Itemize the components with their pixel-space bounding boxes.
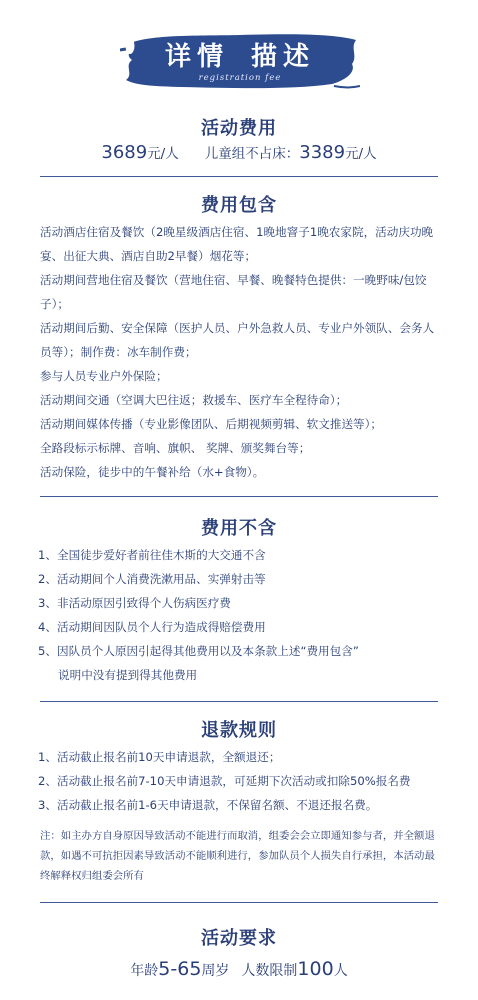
- child-price: 3389: [299, 142, 346, 163]
- adult-price: 3689: [101, 142, 148, 163]
- child-price-unit: 元/人: [345, 146, 377, 162]
- fee-heading: 活动费用: [201, 118, 277, 139]
- age-label: 年龄: [130, 963, 159, 979]
- divider: [40, 176, 438, 177]
- age-unit: 周岁: [201, 963, 230, 979]
- refund-note: 注：如主办方自身原因导致活动不能进行而取消，组委会会立即通知参与者，并全额退款，如遇不可抗拒因素导致活动不能顺利进行，参加队员个人损失自行承担，本活动最终解释权归组委会所有: [40, 830, 435, 882]
- refund-item: 2、活动截止报名前7-10天申请退款，可延期下次活动或扣除50%报名费: [38, 774, 411, 788]
- included-item: 活动期间营地住宿及餐饮（营地住宿、早餐、晚餐特色提供：一晚野味/包饺子）；: [40, 273, 427, 311]
- limit-value: 100: [297, 958, 334, 980]
- included-heading: 费用包含: [201, 195, 277, 216]
- banner-title-right: 描述: [251, 42, 316, 72]
- divider: [40, 902, 438, 903]
- adult-price-unit: 元/人: [147, 146, 179, 162]
- refund-item: 1、活动截止报名前10天申请退款，全额退还；: [38, 750, 281, 764]
- included-item: 活动期间交通（空调大巴往返；救援车、医疗车全程待命）；: [40, 393, 348, 407]
- included-item: 活动期间后勤、安全保障（医护人员、户外急救人员、专业户外领队、会务人员等）；制作费：冰车制作费；: [40, 321, 435, 359]
- included-item: 活动期间媒体传播（专业影像团队、后期视频剪辑、软文推送等）；: [40, 417, 383, 431]
- header-banner: [120, 30, 360, 92]
- banner-title: [120, 36, 360, 73]
- limit-unit: 人: [333, 963, 348, 979]
- price-row: [0, 142, 478, 163]
- refund-heading: 退款规则: [201, 720, 277, 741]
- excluded-item: 2、活动期间个人消费洗漱用品、实弹射击等: [38, 572, 266, 586]
- excluded-item: 3、非活动原因引致得个人伤病医疗费: [38, 596, 231, 610]
- included-item: 活动酒店住宿及餐饮（2晚星级酒店住宿、1晚地窨子1晚农家院，活动庆功晚宴、出征大典、酒店自助2早餐）烟花等；: [40, 225, 434, 263]
- excluded-item: 5、因队员个人原因引起得其他费用以及本条款上述“费用包含”: [38, 644, 359, 658]
- excluded-heading: 费用不含: [201, 518, 277, 539]
- divider: [40, 701, 438, 702]
- limit-label: 人数限制: [241, 963, 298, 979]
- excluded-item: 说明中没有提到得其他费用: [58, 668, 198, 682]
- refund-list: [38, 745, 448, 817]
- child-price-label: 儿童组不占床：: [204, 146, 300, 162]
- divider: [40, 496, 438, 497]
- footprint-icon: [120, 30, 140, 56]
- included-item: 全路段标示标牌、音响、旗帜、 奖牌、颁奖舞台等；: [40, 441, 311, 455]
- refund-item: 3、活动截止报名前1-6天申请退款，不保留名额、不退还报名费。: [38, 798, 378, 812]
- excluded-list: [38, 543, 448, 687]
- included-list: [40, 220, 438, 484]
- age-range: 5-65: [158, 958, 202, 980]
- included-item: 活动保险，徒步中的午餐补给（水+食物）。: [40, 465, 265, 479]
- requirements-row: [0, 958, 478, 980]
- banner-subtitle: registration fee: [198, 73, 282, 83]
- excluded-item: 4、活动期间因队员个人行为造成得赔偿费用: [38, 620, 266, 634]
- requirements-heading: 活动要求: [201, 928, 277, 949]
- excluded-item: 1、全国徒步爱好者前往佳木斯的大交通不含: [38, 548, 266, 562]
- included-item: 参与人员专业户外保险；: [40, 369, 168, 383]
- banner-title-left: 详情: [164, 42, 229, 72]
